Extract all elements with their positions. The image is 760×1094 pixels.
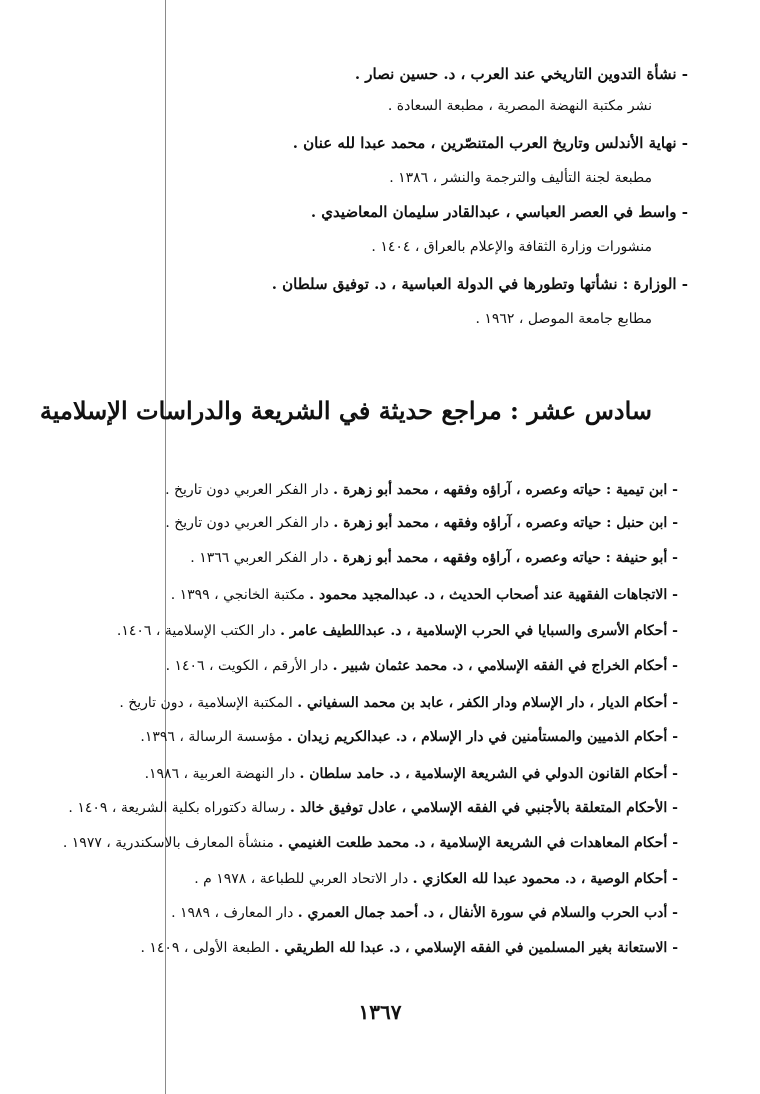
reference-item	[190, 546, 678, 570]
entry-title: - الوزارة : نشأتها وتطورها في الدولة العباسية ، د. توفيق سلطان .	[271, 275, 688, 293]
reference-item	[119, 691, 678, 715]
reference-item	[165, 478, 678, 502]
scan-divider-line	[165, 0, 166, 1094]
reference-title: - ابن تيمية : حياته وعصره ، آراؤه وفقهه ، محمد أبو زهرة .	[333, 482, 678, 498]
entry-publication: نشر مكتبة النهضة المصرية ، مطبعة السعادة .	[387, 98, 652, 114]
reference-item	[171, 583, 678, 607]
section-heading: سادس عشر : مراجع حديثة في الشريعة والدراسات الإسلامية	[39, 396, 652, 425]
reference-publisher: دار الكتب الإسلامية ، ١٤٠٦.	[116, 623, 281, 639]
reference-publisher: الطبعة الأولى ، ١٤٠٩ .	[140, 940, 275, 956]
reference-item	[68, 796, 678, 820]
reference-publisher: منشأة المعارف بالاسكندرية ، ١٩٧٧ .	[62, 835, 279, 851]
reference-publisher: دار الفكر العربي ١٣٦٦ .	[190, 550, 333, 566]
reference-title: - ابن حنبل : حياته وعصره ، آراؤه وفقهه ، محمد أبو زهرة .	[333, 515, 678, 531]
reference-item	[63, 831, 678, 855]
reference-item	[165, 511, 678, 535]
reference-title: - أحكام الأسرى والسبايا في الحرب الإسلامية ، د. عبداللطيف عامر .	[280, 623, 678, 639]
reference-title: - الاستعانة بغير المسلمين في الفقه الإسلامي ، د. عبدا لله الطريقي .	[274, 940, 678, 956]
reference-publisher: دار المعارف ، ١٩٨٩ .	[171, 905, 298, 921]
reference-title: - أحكام المعاهدات في الشريعة الإسلامية ، د. محمد طلعت الغنيمي .	[278, 835, 678, 851]
reference-title: - الاتجاهات الفقهية عند أصحاب الحديث ، د. عبدالمجيد محمود .	[309, 587, 678, 603]
entry-title: - واسط في العصر العباسي ، عبدالقادر سليمان المعاضيدي .	[310, 203, 688, 221]
reference-publisher: دار الفكر العربي دون تاريخ .	[165, 482, 334, 498]
reference-title: - أحكام الذميين والمستأمنين في دار الإسلام ، د. عبدالكريم زيدان .	[287, 729, 678, 745]
reference-publisher: المكتبة الإسلامية ، دون تاريخ .	[119, 695, 298, 711]
reference-item	[171, 901, 678, 925]
reference-item	[140, 936, 678, 960]
reference-item	[194, 867, 678, 891]
reference-title: - أحكام القانون الدولي في الشريعة الإسلامية ، د. حامد سلطان .	[299, 766, 678, 782]
reference-title: - أدب الحرب والسلام في سورة الأنفال ، د. أحمد جمال العمري .	[297, 905, 678, 921]
reference-publisher: مؤسسة الرسالة ، ١٣٩٦.	[140, 729, 288, 745]
reference-title: - أبو حنيفة : حياته وعصره ، آراؤه وفقهه ، محمد أبو زهرة .	[332, 550, 678, 566]
reference-title: - أحكام الديار ، دار الإسلام ودار الكفر ، عابد بن محمد السفياني .	[297, 695, 678, 711]
reference-item	[140, 725, 678, 749]
entry-title: - نشأة التدوين التاريخي عند العرب ، د. حسين نصار .	[354, 65, 688, 83]
reference-publisher: دار الاتحاد العربي للطباعة ، ١٩٧٨ م .	[194, 871, 413, 887]
reference-item	[166, 654, 678, 678]
entry-publication: مطابع جامعة الموصل ، ١٩٦٢ .	[475, 311, 652, 327]
reference-publisher: رسالة دكتوراه بكلية الشريعة ، ١٤٠٩ .	[68, 800, 291, 816]
reference-publisher: مكتبة الخانجي ، ١٣٩٩ .	[170, 587, 310, 603]
reference-publisher: دار الفكر العربي دون تاريخ .	[165, 515, 334, 531]
entry-publication: منشورات وزارة الثقافة والإعلام بالعراق ، ١٤٠٤ .	[371, 239, 652, 255]
reference-publisher: دار الأرقم ، الكويت ، ١٤٠٦ .	[165, 658, 333, 674]
reference-title: - الأحكام المتعلقة بالأجنبي في الفقه الإسلامي ، عادل توفيق خالد .	[290, 800, 678, 816]
reference-item	[145, 762, 678, 786]
entry-title: - نهاية الأندلس وتاريخ العرب المتنصّرين ، محمد عبدا لله عنان .	[292, 134, 688, 152]
reference-title: - أحكام الوصية ، د. محمود عبدا لله العكازي .	[412, 871, 678, 887]
reference-publisher: دار النهضة العربية ، ١٩٨٦.	[144, 766, 300, 782]
reference-item	[117, 619, 678, 643]
page-number: ١٣٦٧	[358, 1000, 402, 1024]
reference-title: - أحكام الخراج في الفقه الإسلامي ، د. محمد عثمان شبير .	[332, 658, 678, 674]
entry-publication: مطبعة لجنة التأليف والترجمة والنشر ، ١٣٨٦ .	[389, 170, 652, 186]
